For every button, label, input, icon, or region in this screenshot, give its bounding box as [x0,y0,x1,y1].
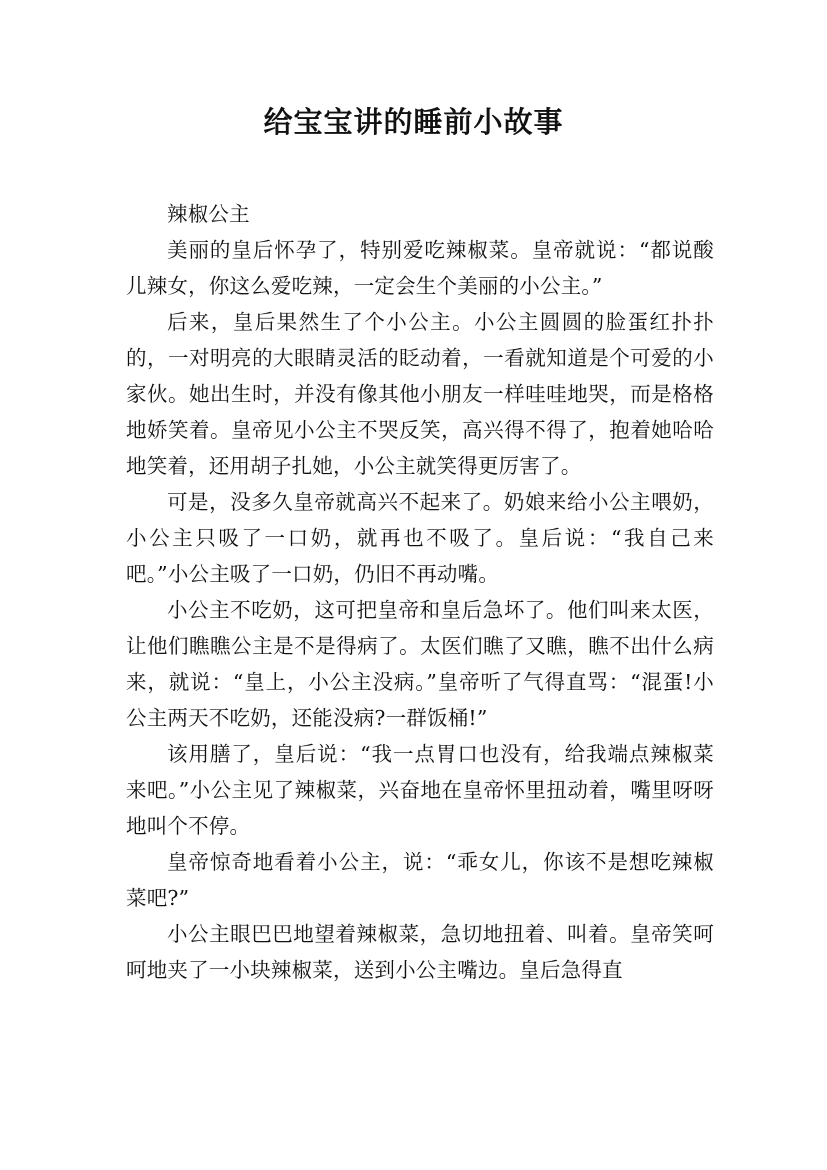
paragraph: 小公主眼巴巴地望着辣椒菜，急切地扭着、叫着。皇帝笑呵呵地夹了一小块辣椒菜，送到小公主嘴边。皇后急得直 [126,922,714,982]
document-body [126,196,714,988]
paragraph: 后来，皇后果然生了个小公主。小公主圆圆的脸蛋红扑扑的，一对明亮的大眼睛灵活的眨动着，一看就知道是个可爱的小家伙。她出生时，并没有像其他小朋友一样哇哇地哭，而是格格地娇笑着。皇帝见小公主不哭反笑，高兴得不得了，抱着她哈哈地笑着，还用胡子扎她，小公主就笑得更厉害了。 [126,310,714,478]
document-title: 给宝宝讲的睡前小故事 [263,105,564,139]
paragraph: 该用膳了，皇后说：“我一点胃口也没有，给我端点辣椒菜来吧。”小公主见了辣椒菜，兴奋地在皇帝怀里扭动着，嘴里呀呀地叫个不停。 [126,742,714,838]
paragraph: 皇帝惊奇地看着小公主，说：“乖女儿，你该不是想吃辣椒菜吧?” [126,850,714,910]
story-heading: 辣椒公主 [167,202,250,226]
paragraph: 美丽的皇后怀孕了，特别爱吃辣椒菜。皇帝就说：“都说酸儿辣女，你这么爱吃辣，一定会生个美丽的小公主。” [126,238,714,298]
paragraph: 可是，没多久皇帝就高兴不起来了。奶娘来给小公主喂奶，小公主只吸了一口奶，就再也不吸了。皇后说：“我自己来吧。”小公主吸了一口奶，仍旧不再动嘴。 [126,490,714,586]
paragraph: 小公主不吃奶，这可把皇帝和皇后急坏了。他们叫来太医，让他们瞧瞧公主是不是得病了。太医们瞧了又瞧，瞧不出什么病来，就说：“皇上，小公主没病。”皇帝听了气得直骂：“混蛋!小公主两天不吃奶，还能没病?一群饭桶!” [126,598,714,730]
